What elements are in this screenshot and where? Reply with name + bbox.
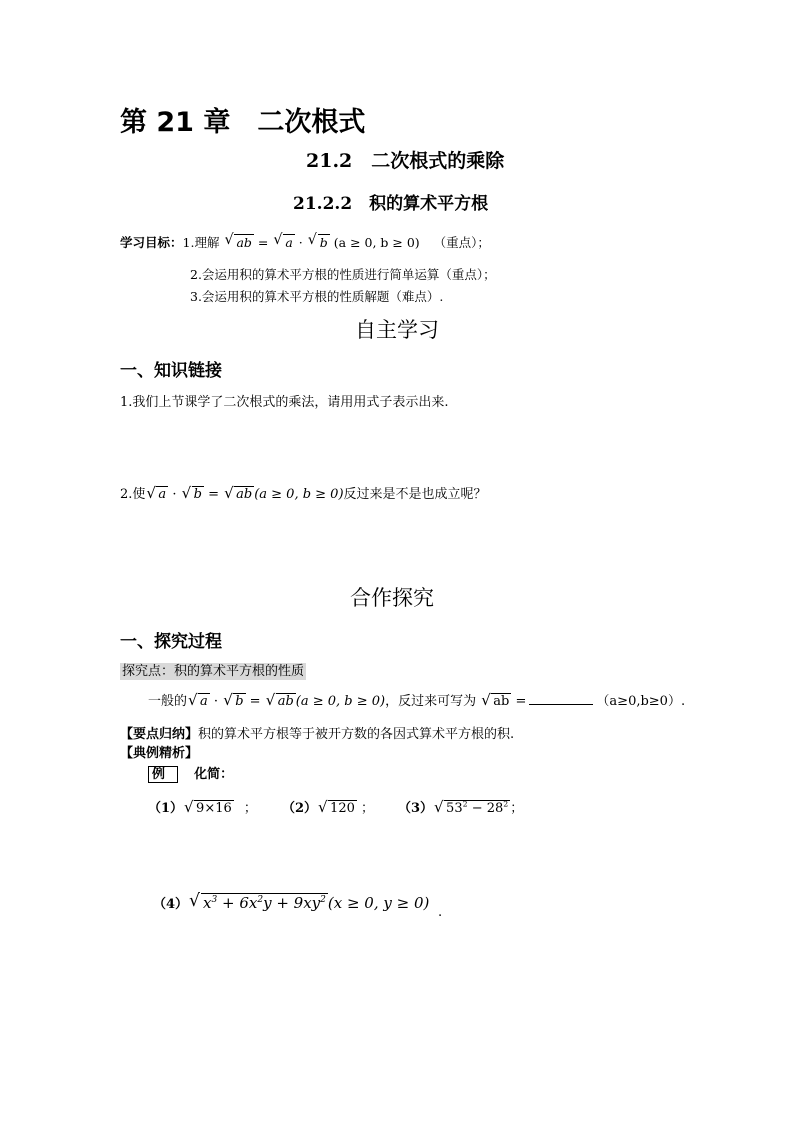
- example-2: （2）√ 120 ；: [282, 797, 374, 816]
- example-tag: 例: [148, 766, 178, 783]
- cooperative-heading: 合作探究: [350, 586, 434, 610]
- sqrt-b: √ b: [309, 235, 330, 250]
- sqrt-ab: √ ab: [267, 694, 296, 709]
- chapter-title: 第 21 章 二次根式: [120, 107, 366, 138]
- goal-1-suffix: （重点）；: [433, 235, 490, 250]
- general-statement: 一般的√ a · √ b = √ ab (a ≥ 0, b ≥ 0)，反过来可写为 √ ab = （a≥0,b≥0）.: [148, 690, 685, 709]
- goal-1-condition: (a ≥ 0, b ≥ 0): [333, 235, 420, 250]
- sqrt-ab: √ ab: [225, 235, 253, 250]
- sqrt-a: √ a: [189, 694, 210, 709]
- sqrt-a: √ a: [274, 235, 294, 250]
- goal-1-prefix: 1.理解: [182, 235, 220, 250]
- sqrt-b: √ b: [224, 694, 245, 709]
- knowledge-link-heading: 一、知识链接: [120, 361, 222, 381]
- goal-3: 3.会运用积的算术平方根的性质解题（难点）.: [190, 289, 444, 304]
- subsection-title: 21.2.2 积的算术平方根: [293, 194, 489, 214]
- sqrt-ab: √ ab: [225, 487, 254, 502]
- question-2: 2.使√ a · √ b = √ ab (a ≥ 0, b ≥ 0)反过来是不是也成立呢？: [120, 483, 487, 502]
- sqrt-polynomial: √ $x^3 + 6x^2y + 9xy^2$: [190, 894, 328, 912]
- example-4: （4）√ $x^3 + 6x^2y + 9xy^2$ (x ≥ 0, y ≥ 0): [153, 893, 429, 912]
- example-4-end: .: [438, 905, 443, 920]
- answer-blank[interactable]: [529, 692, 593, 705]
- sqrt-difference-of-squares: √ $53^2 - 28^2$: [435, 801, 510, 816]
- example-header: 例 化简：: [148, 763, 233, 782]
- sqrt-a: √ a: [147, 487, 168, 502]
- question-1: 1.我们上节课学了二次根式的乘法，请用用式子表示出来.: [120, 395, 449, 410]
- example-3: （3）√ $53^2 - 28^2$ ；: [398, 797, 523, 816]
- examples-label: 【典例精析】: [120, 746, 199, 761]
- exploration-point: 探究点：积的算术平方根的性质: [122, 664, 305, 679]
- sqrt-ab-rewrite: √ ab: [482, 694, 511, 709]
- summary: 【要点归纳】积的算术平方根等于被开方数的各因式算术平方根的积.: [120, 727, 515, 742]
- goal-1: 学习目标：1.理解 √ ab = √ a · √ b (a ≥ 0, b ≥ 0) （重点）；: [120, 233, 490, 251]
- sqrt-b: √ b: [183, 487, 204, 502]
- sqrt-9x16: √ 9×16: [185, 801, 234, 816]
- example-1: （1）√ 9×16 ；: [148, 797, 257, 816]
- self-study-heading: 自主学习: [355, 318, 439, 342]
- section-title: 21.2 二次根式的乘除: [306, 150, 505, 172]
- sqrt-120: √ 120: [319, 801, 357, 816]
- goal-2: 2.会运用积的算术平方根的性质进行简单运算（重点）；: [190, 267, 496, 282]
- exploration-heading: 一、探究过程: [120, 632, 222, 652]
- goals-label: 学习目标：: [120, 235, 183, 250]
